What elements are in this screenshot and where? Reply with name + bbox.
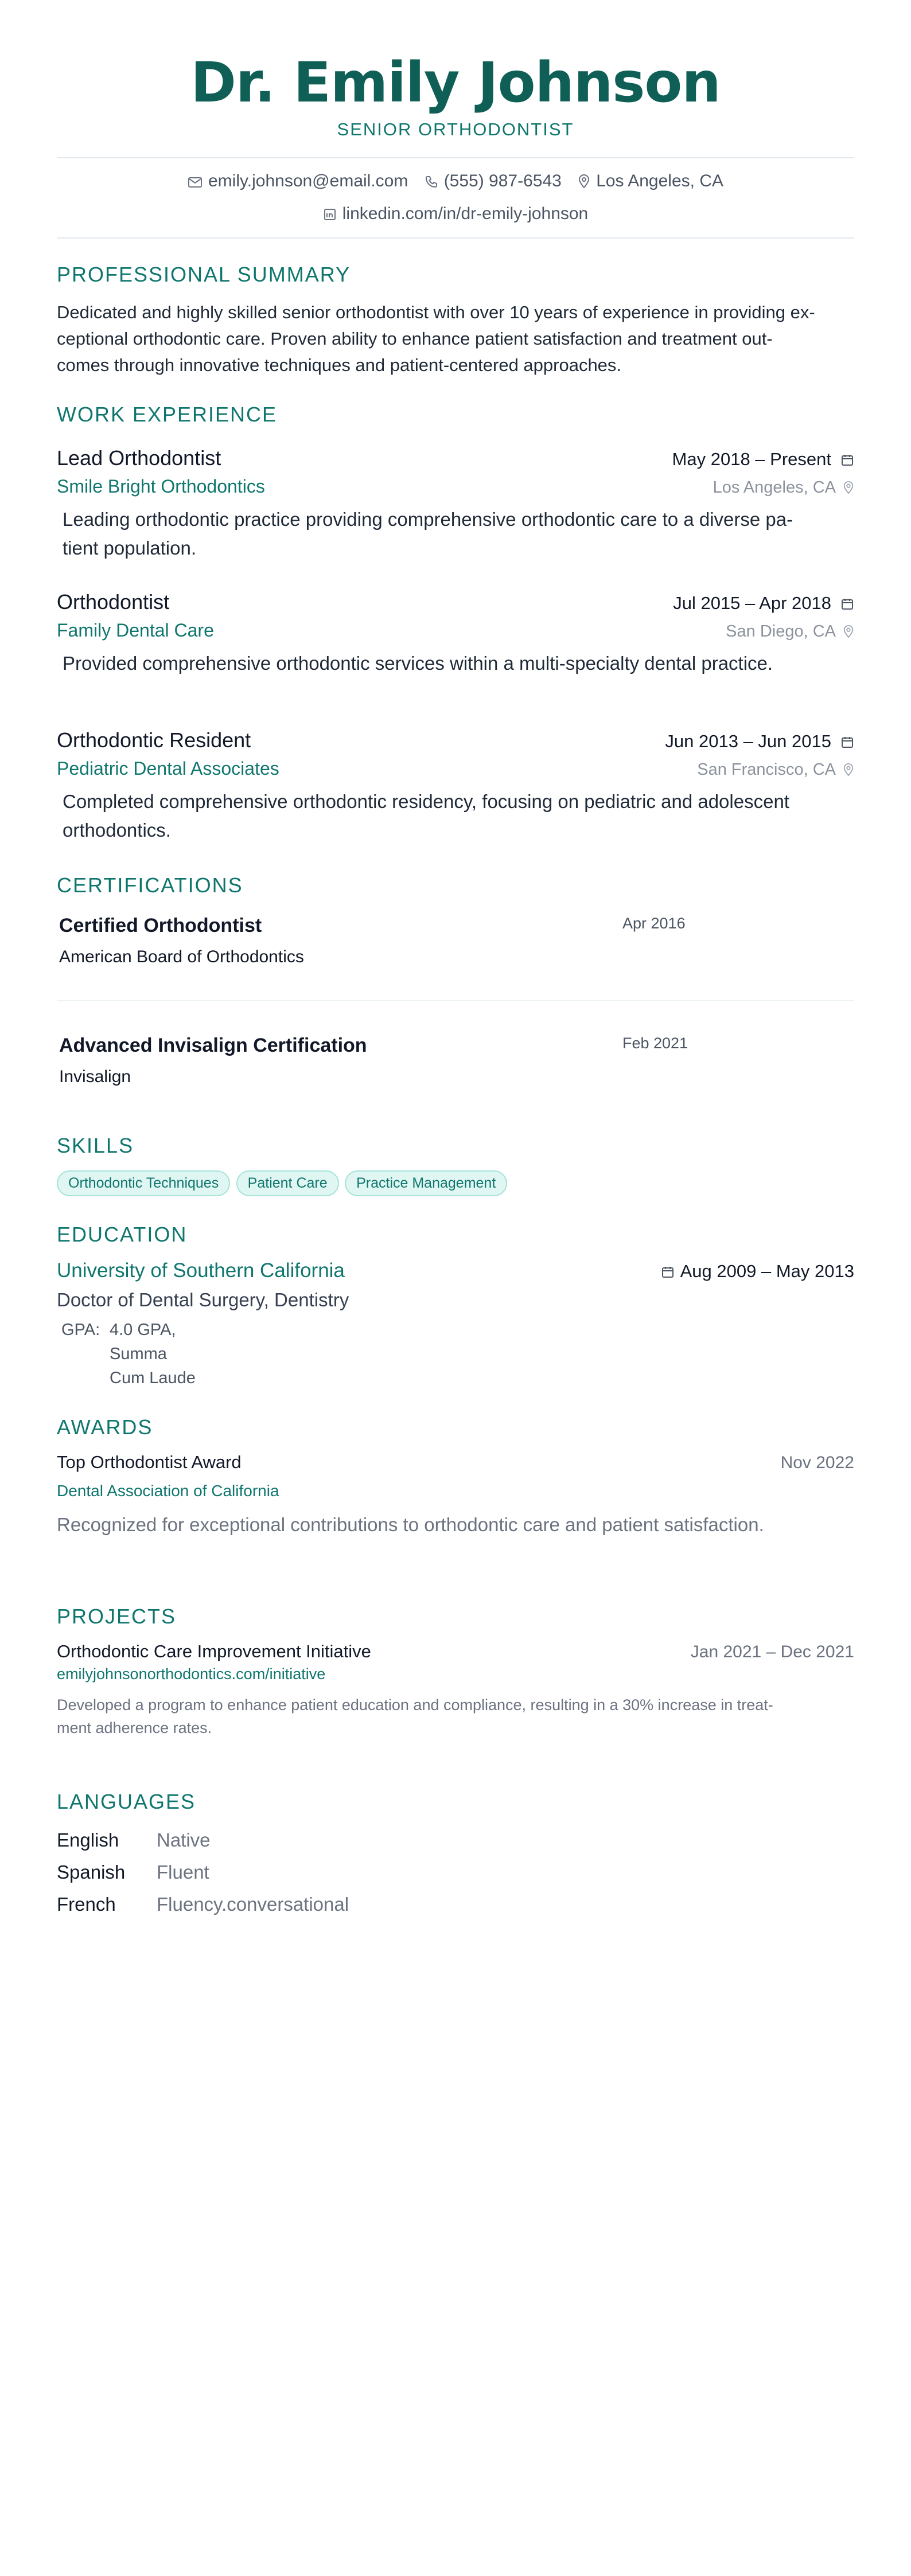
header-divider bbox=[57, 157, 854, 158]
experience-item bbox=[57, 728, 854, 845]
job-dates: Jul 2015 – Apr 2018 bbox=[673, 593, 854, 614]
calendar-icon bbox=[840, 453, 854, 467]
job-dates: Jun 2013 – Jun 2015 bbox=[665, 731, 854, 752]
job-description bbox=[63, 649, 854, 678]
job-location: San Diego, CA bbox=[726, 622, 854, 641]
location-text: Los Angeles, CA bbox=[596, 171, 723, 191]
job-desc-line: tient population. bbox=[63, 537, 197, 559]
language-item bbox=[57, 1824, 854, 1856]
experience-item bbox=[57, 590, 854, 678]
award-item bbox=[57, 1452, 854, 1536]
certifications-heading: CERTIFICATIONS bbox=[57, 873, 243, 897]
job-desc-line: orthodontics. bbox=[63, 819, 171, 841]
cert-date: Apr 2016 bbox=[622, 915, 686, 932]
mail-icon bbox=[188, 176, 203, 189]
language-level: Fluent bbox=[157, 1861, 209, 1883]
edu-degree: Doctor of Dental Surgery, Dentistry bbox=[57, 1289, 349, 1311]
contact-email[interactable] bbox=[188, 171, 408, 191]
contact-info bbox=[57, 171, 854, 224]
calendar-icon bbox=[840, 597, 854, 611]
language-name: English bbox=[57, 1829, 119, 1851]
job-company: Smile Bright Orthodontics bbox=[57, 476, 265, 497]
skills-list bbox=[57, 1170, 854, 1196]
summary-line: ceptional orthodontic care. Proven ability to enhance patient satisfaction and treatment out- bbox=[57, 329, 773, 349]
experience-item bbox=[57, 446, 854, 563]
job-dates: May 2018 – Present bbox=[672, 449, 854, 470]
candidate-role: SENIOR ORTHODONTIST bbox=[337, 119, 574, 139]
job-title: Lead Orthodontist bbox=[57, 446, 221, 470]
project-link[interactable]: emilyjohnsonorthodontics.com/initiative bbox=[57, 1665, 326, 1683]
linkedin-text: linkedin.com/in/dr-emily-johnson bbox=[342, 204, 589, 224]
language-item bbox=[57, 1856, 854, 1888]
contact-divider bbox=[57, 237, 854, 239]
award-description: Recognized for exceptional contributions to orthodontic care and patient satisfaction. bbox=[57, 1514, 764, 1536]
linkedin-icon bbox=[323, 208, 337, 221]
skill-chip: Practice Management bbox=[345, 1170, 507, 1196]
job-title: Orthodontic Resident bbox=[57, 728, 251, 752]
awards-heading: AWARDS bbox=[57, 1415, 153, 1439]
project-dates: Jan 2021 – Dec 2021 bbox=[690, 1642, 854, 1662]
certification-item bbox=[59, 915, 854, 967]
contact-location bbox=[578, 171, 723, 191]
cert-date: Feb 2021 bbox=[622, 1035, 688, 1052]
contact-linkedin[interactable] bbox=[323, 204, 589, 224]
calendar-icon bbox=[840, 735, 854, 749]
language-name: Spanish bbox=[57, 1861, 126, 1883]
edu-dates: Aug 2009 – May 2013 bbox=[661, 1261, 854, 1282]
job-desc-line: Leading orthodontic practice providing comprehensive orthodontic care to a diverse pa- bbox=[63, 509, 793, 530]
project-description: Developed a program to enhance patient education and compliance, resulting in a 30% increase in treat- ment adherence rates. bbox=[57, 1696, 773, 1737]
summary-line: comes through innovative techniques and patient-centered approaches. bbox=[57, 355, 622, 376]
location-pin-icon bbox=[578, 174, 590, 189]
award-title: Top Orthodontist Award bbox=[57, 1452, 242, 1473]
cert-name: Certified Orthodontist bbox=[59, 915, 262, 937]
cert-issuer: Invisalign bbox=[59, 1067, 131, 1087]
job-description bbox=[63, 787, 854, 845]
award-date: Nov 2022 bbox=[780, 1453, 854, 1473]
job-description bbox=[63, 505, 854, 563]
job-location: Los Angeles, CA bbox=[713, 478, 854, 497]
education-heading: EDUCATION bbox=[57, 1223, 188, 1247]
candidate-name: Dr. Emily Johnson bbox=[190, 50, 721, 115]
contact-phone[interactable] bbox=[425, 171, 562, 191]
calendar-icon bbox=[661, 1265, 675, 1279]
gpa-value: 4.0 GPA, Summa Cum Laude bbox=[110, 1321, 196, 1388]
languages-list bbox=[57, 1824, 854, 1921]
education-item bbox=[57, 1259, 854, 1390]
job-desc-line: Completed comprehensive orthodontic residency, focusing on pediatric and adolescent bbox=[63, 791, 789, 813]
job-title: Orthodontist bbox=[57, 590, 170, 614]
phone-text: (555) 987-6543 bbox=[443, 171, 562, 191]
job-desc-line: Provided comprehensive orthodontic services within a multi-specialty dental practice. bbox=[63, 653, 773, 674]
job-company: Family Dental Care bbox=[57, 620, 214, 641]
summary-heading: PROFESSIONAL SUMMARY bbox=[57, 263, 351, 287]
language-level: Native bbox=[157, 1829, 211, 1851]
edu-gpa bbox=[61, 1318, 854, 1390]
language-name: French bbox=[57, 1894, 116, 1915]
location-pin-icon bbox=[843, 481, 854, 494]
project-item bbox=[57, 1641, 854, 1739]
certification-item bbox=[59, 1035, 854, 1087]
skill-chip: Orthodontic Techniques bbox=[57, 1170, 230, 1196]
job-company: Pediatric Dental Associates bbox=[57, 758, 279, 779]
location-pin-icon bbox=[843, 763, 854, 776]
award-issuer: Dental Association of California bbox=[57, 1482, 279, 1500]
skill-chip: Patient Care bbox=[236, 1170, 339, 1196]
skills-heading: SKILLS bbox=[57, 1134, 134, 1158]
cert-name: Advanced Invisalign Certification bbox=[59, 1035, 367, 1057]
summary-text bbox=[57, 299, 854, 378]
phone-icon bbox=[425, 175, 438, 189]
project-title: Orthodontic Care Improvement Initiative bbox=[57, 1641, 371, 1662]
location-pin-icon bbox=[843, 625, 854, 638]
edu-school: University of Southern California bbox=[57, 1259, 345, 1282]
languages-heading: LANGUAGES bbox=[57, 1790, 196, 1814]
summary-line: Dedicated and highly skilled senior orthodontist with over 10 years of experience in providing ex- bbox=[57, 302, 815, 323]
cert-issuer: American Board of Orthodontics bbox=[59, 947, 304, 967]
gpa-label: GPA: bbox=[61, 1321, 100, 1340]
projects-heading: PROJECTS bbox=[57, 1605, 177, 1629]
language-level: Fluency.conversational bbox=[157, 1894, 349, 1915]
email-text: emily.johnson@email.com bbox=[208, 171, 408, 191]
experience-heading: WORK EXPERIENCE bbox=[57, 403, 278, 427]
language-item bbox=[57, 1888, 854, 1921]
cert-divider bbox=[57, 1000, 854, 1001]
job-location: San Francisco, CA bbox=[697, 760, 854, 779]
